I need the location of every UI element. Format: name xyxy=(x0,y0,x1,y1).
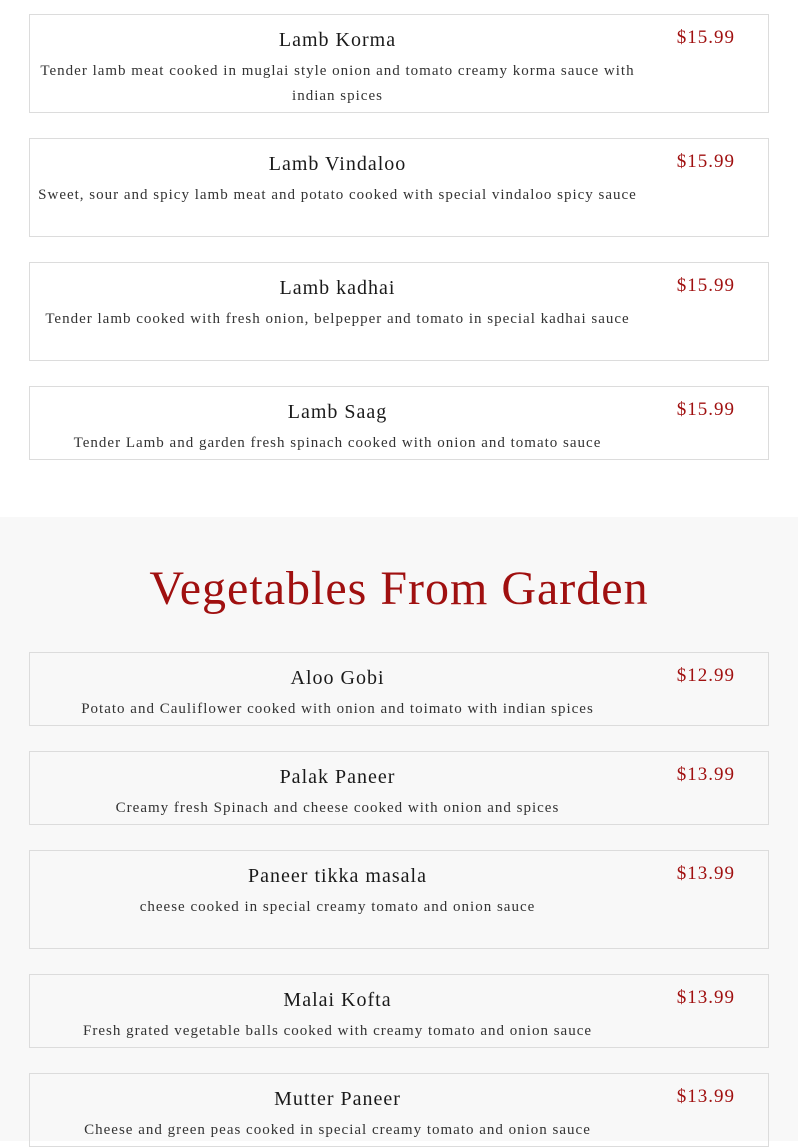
menu-item-name: Palak Paneer xyxy=(279,766,396,788)
menu-item-name: Lamb Korma xyxy=(278,29,397,51)
menu-item-price: $13.99 xyxy=(676,1086,735,1107)
menu-item-malai-kofta xyxy=(29,974,769,1048)
menu-item-name: Aloo Gobi xyxy=(290,667,385,689)
menu-item-info xyxy=(30,851,645,923)
menu-item-lamb-kadhai xyxy=(29,262,769,361)
menu-item-palak-paneer xyxy=(29,751,769,825)
menu-item-mutter-paneer xyxy=(29,1073,769,1147)
menu-item-info xyxy=(30,15,645,112)
menu-item-price: $13.99 xyxy=(676,764,735,785)
menu-item-info xyxy=(30,1074,645,1146)
menu-item-description: Sweet, sour and spicy lamb meat and potato cooked with special vindaloo spicy sauce xyxy=(38,187,637,203)
menu-item-description: Tender Lamb and garden fresh spinach cooked with onion and tomato sauce xyxy=(73,435,602,451)
menu-item-description: Cheese and green peas cooked in special creamy tomato and onion sauce xyxy=(84,1122,591,1138)
menu-item-price: $12.99 xyxy=(676,665,735,686)
menu-item-lamb-vindaloo xyxy=(29,138,769,237)
vegetables-section xyxy=(0,517,798,1141)
section-title: Vegetables From Garden xyxy=(149,562,649,615)
menu-item-info xyxy=(30,653,645,725)
menu-item-price: $13.99 xyxy=(676,863,735,884)
menu-item-price: $15.99 xyxy=(676,27,735,48)
menu-item-description: Creamy fresh Spinach and cheese cooked with onion and spices xyxy=(115,800,560,816)
menu-item-price: $13.99 xyxy=(676,987,735,1008)
menu-item-price: $15.99 xyxy=(676,151,735,172)
menu-item-name: Paneer tikka masala xyxy=(248,865,427,887)
menu-item-description: Fresh grated vegetable balls cooked with creamy tomato and onion sauce xyxy=(82,1023,593,1039)
lamb-section xyxy=(0,0,798,517)
menu-item-info xyxy=(30,263,645,335)
menu-item-name: Lamb Vindaloo xyxy=(268,153,407,175)
menu-item-name: Lamb Saag xyxy=(287,401,388,423)
menu-item-name: Lamb kadhai xyxy=(279,277,396,299)
menu-item-price: $15.99 xyxy=(676,275,735,296)
menu-item-lamb-saag xyxy=(29,386,769,460)
menu-item-name: Malai Kofta xyxy=(283,989,392,1011)
menu-item-description: Tender lamb meat cooked in muglai style onion and tomato creamy korma sauce with indian spices xyxy=(40,63,635,104)
menu-item-info xyxy=(30,387,645,459)
menu-item-info xyxy=(30,139,645,211)
menu-item-name: Mutter Paneer xyxy=(274,1088,401,1110)
menu-item-description: Potato and Cauliflower cooked with onion and toimato with indian spices xyxy=(81,701,594,717)
menu-item-info xyxy=(30,752,645,824)
menu-item-lamb-korma xyxy=(29,14,769,113)
menu-item-description: cheese cooked in special creamy tomato and onion sauce xyxy=(139,899,536,915)
menu-item-info xyxy=(30,975,645,1047)
menu-item-price: $15.99 xyxy=(676,399,735,420)
menu-item-paneer-tikka-masala xyxy=(29,850,769,949)
menu-item-aloo-gobi xyxy=(29,652,769,726)
menu-item-description: Tender lamb cooked with fresh onion, belpepper and tomato in special kadhai sauce xyxy=(45,311,630,327)
